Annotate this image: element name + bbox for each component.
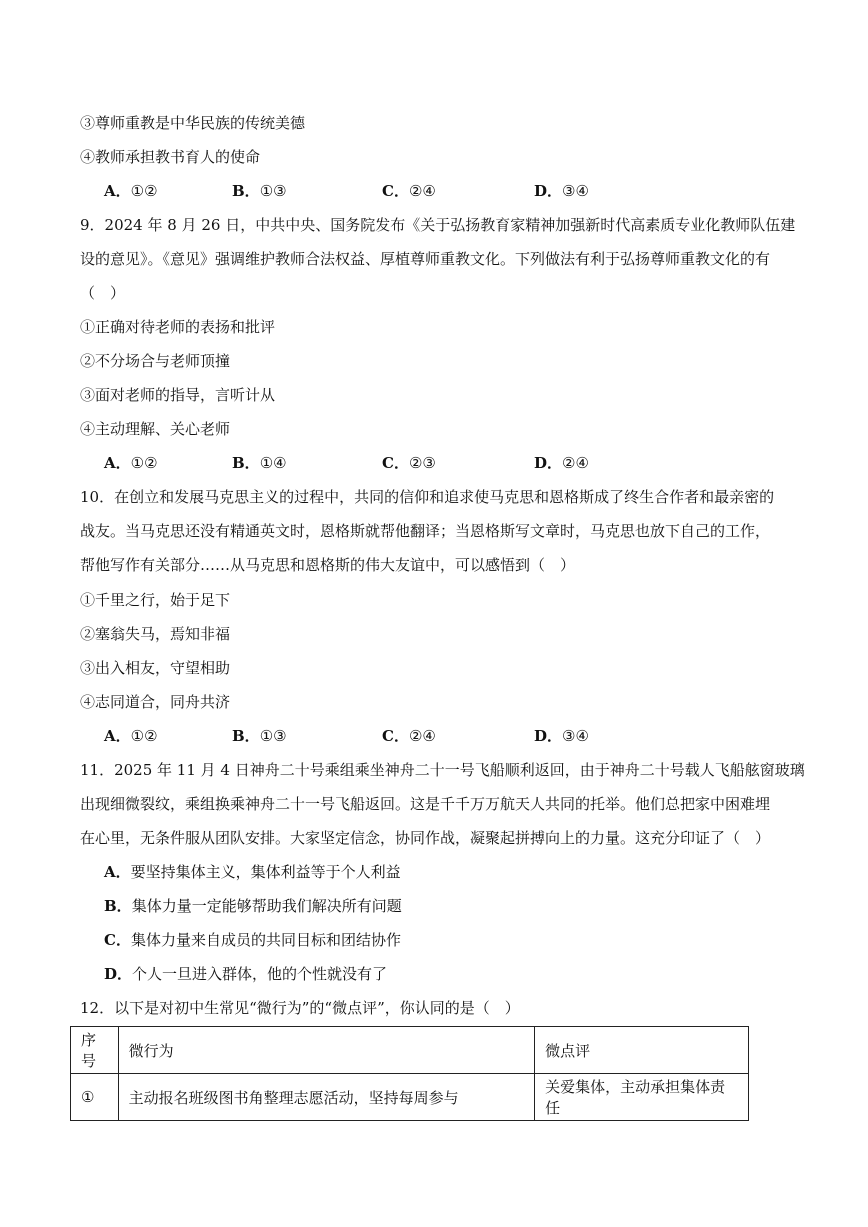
table-cell: ① [71, 1074, 119, 1121]
q8-option-b[interactable]: B．①③ [232, 182, 287, 200]
q9-options [104, 453, 664, 473]
table-header-cell: 序号 [71, 1027, 119, 1074]
q11-choice-b[interactable]: B．集体力量一定能够帮助我们解决所有问题 [104, 897, 402, 915]
q10-item-1: ①千里之行，始于足下 [80, 591, 231, 609]
q11-stem-line-2: 出现细微裂纹，乘组换乘神舟二十一号飞船返回。这是千千万万航天人共同的托举。他们总把家中困难埋 [80, 795, 771, 813]
q10-item-4: ④志同道合，同舟共济 [80, 693, 231, 711]
q9-stem-line-2: 设的意见》。《意见》强调维护教师合法权益、厚植尊师重教文化。下列做法有利于弘扬尊师重教文化的有 [80, 250, 771, 268]
q10-item-3: ③出入相友，守望相助 [80, 659, 231, 677]
table-header-row [71, 1027, 749, 1074]
table-row [71, 1074, 749, 1121]
q11-choice-d[interactable]: D．个人一旦进入群体，他的个性就没有了 [104, 965, 388, 983]
q9-stem-line-3: （ ） [80, 284, 126, 302]
q12-stem: 12．以下是对初中生常见“微行为”的“微点评”，你认同的是（ ） [80, 999, 520, 1017]
q10-option-a[interactable]: A．①② [104, 727, 158, 745]
q9-item-1: ①正确对待老师的表扬和批评 [80, 318, 276, 336]
q10-stem-line-2: 战友。当马克思还没有精通英文时，恩格斯就帮他翻译；当恩格斯写文章时，马克思也放下自己的工作， [80, 522, 771, 540]
q8-option-a[interactable]: A．①② [104, 182, 158, 200]
q11-stem-line-1: 11．2025 年 11 月 4 日神舟二十号乘组乘坐神舟二十一号飞船顺利返回，由于神舟二十号载人飞船舷窗玻璃 [80, 761, 805, 779]
q10-option-d[interactable]: D．③④ [534, 727, 589, 745]
table-cell: 主动报名班级图书角整理志愿活动，坚持每周参与 [118, 1074, 535, 1121]
q10-item-2: ②塞翁失马，焉知非福 [80, 625, 231, 643]
q8-options [104, 181, 664, 201]
q9-stem-line-1: 9．2024 年 8 月 26 日，中共中央、国务院发布《关于弘扬教育家精神加强新时代高素质专业化教师队伍建 [80, 216, 796, 234]
q8-item-4: ④教师承担教书育人的使命 [80, 148, 261, 166]
q10-stem-line-1: 10．在创立和发展马克思主义的过程中，共同的信仰和追求使马克思和恩格斯成了终生合作者和最亲密的 [80, 488, 775, 506]
q11-stem-line-3: 在心里，无条件服从团队安排。大家坚定信念，协同作战，凝聚起拼搏向上的力量。这充分印证了（ ） [80, 829, 771, 847]
q9-option-c[interactable]: C．②③ [382, 454, 436, 472]
q9-option-d[interactable]: D．②④ [534, 454, 589, 472]
q9-option-b[interactable]: B．①④ [232, 454, 287, 472]
q10-options [104, 726, 664, 746]
table-cell: 关爱集体，主动承担集体责任 [535, 1074, 749, 1121]
q10-stem-line-3: 帮他写作有关部分……从马克思和恩格斯的伟大友谊中，可以感悟到（ ） [80, 556, 576, 574]
q10-option-c[interactable]: C．②④ [382, 727, 436, 745]
q9-item-3: ③面对老师的指导，言听计从 [80, 386, 276, 404]
q8-item-3: ③尊师重教是中华民族的传统美德 [80, 114, 306, 132]
q11-choice-a[interactable]: A．要坚持集体主义，集体利益等于个人利益 [104, 863, 401, 881]
q9-item-4: ④主动理解、关心老师 [80, 420, 231, 438]
q12-table [70, 1026, 749, 1121]
q9-item-2: ②不分场合与老师顶撞 [80, 352, 231, 370]
q10-option-b[interactable]: B．①③ [232, 727, 287, 745]
q8-option-d[interactable]: D．③④ [534, 182, 589, 200]
q9-option-a[interactable]: A．①② [104, 454, 158, 472]
table-header-cell: 微点评 [535, 1027, 749, 1074]
q8-option-c[interactable]: C．②④ [382, 182, 436, 200]
table-header-cell: 微行为 [118, 1027, 535, 1074]
q11-choice-c[interactable]: C．集体力量来自成员的共同目标和团结协作 [104, 931, 401, 949]
